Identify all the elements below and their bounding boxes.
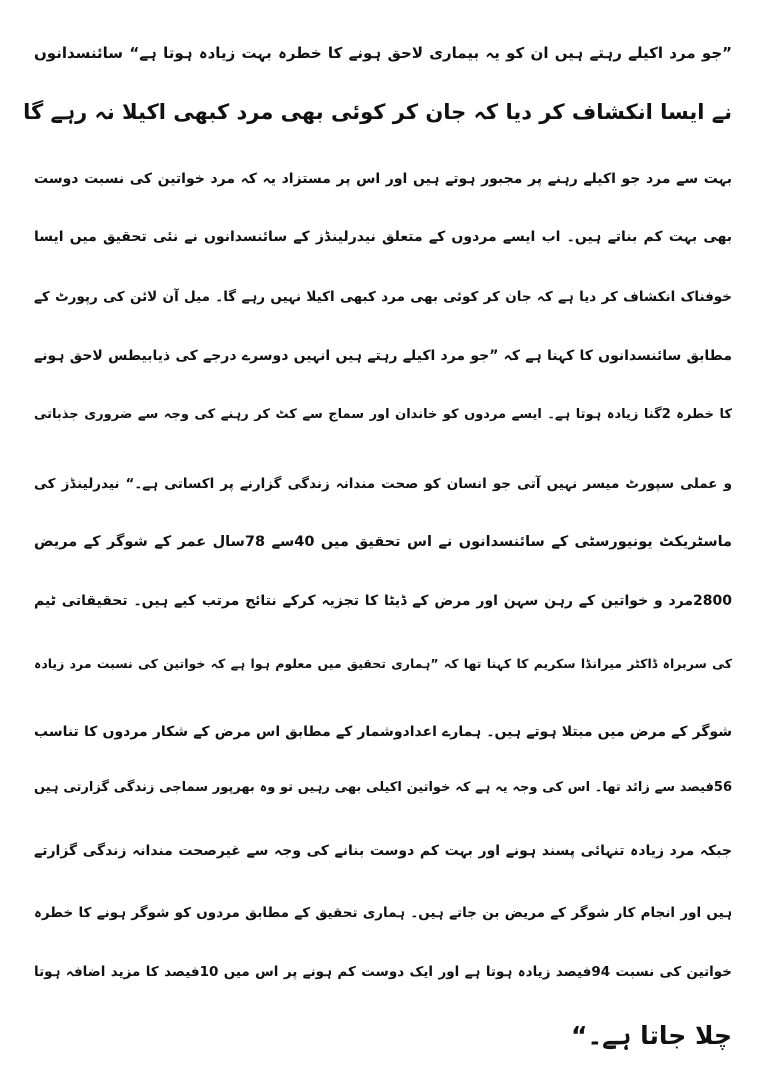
body-line: مطابق سائنسدانوں کا کہنا ہے کہ ”جو مرد اکیلے رہتے ہیں انہیں دوسرے درجے کی ذیابیطس لاحق ہونے — [34, 348, 732, 364]
body-line: ماسٹریکٹ یونیورسٹی کے سائنسدانوں نے اس تحقیق میں 40سے 78سال عمر کے شوگر کے مریض — [34, 534, 732, 550]
body-line: 2800مرد و خواتین کے رہن سہن اور مرض کے ڈیٹا کا تجزیہ کرکے نتائج مرتب کیے ہیں۔ تحقیقاتی ٹیم — [34, 593, 732, 609]
intro-line: نے ایسا انکشاف کر دیا کہ جان کر کوئی بھی مرد کبھی اکیلا نہ رہے گا — [23, 100, 732, 124]
body-line: کا خطرہ 2گنا زیادہ ہوتا ہے۔ ایسے مردوں کو خاندان اور سماج سے کٹ کر رہنے کی وجہ سے ضروری جذباتی — [34, 407, 732, 422]
body-line: کی سربراہ ڈاکٹر میرانڈا سکریم کا کہنا تھا کہ ”ہماری تحقیق میں معلوم ہوا ہے کہ خواتین کی نسبت مرد زیادہ — [34, 656, 732, 671]
body-line: و عملی سپورٹ میسر نہیں آتی جو انسان کو صحت مندانہ زندگی گزارنے پر اکساتی ہے۔“ نیدرلینڈز کی — [34, 476, 732, 492]
body-line: ہیں اور انجام کار شوگر کے مریض بن جاتے ہیں۔ ہماری تحقیق کے مطابق مردوں کو شوگر ہونے کا خطرہ — [34, 905, 732, 921]
body-line: بہت سے مرد جو اکیلے رہنے پر مجبور ہوتے ہیں اور اس پر مستزاد یہ کہ مرد خواتین کی نسبت دوست — [34, 171, 732, 187]
body-line: خواتین کی نسبت 94فیصد زیادہ ہوتا ہے اور ایک دوست کم ہونے پر اس میں 10فیصد کا مزید اضافہ ہوتا — [34, 964, 732, 980]
body-line: بھی بہت کم بناتے ہیں۔ اب ایسے مردوں کے متعلق نیدرلینڈز کے سائنسدانوں نے نئی تحقیق میں ایسا — [34, 229, 732, 245]
body-line: جبکہ مرد زیادہ تنہائی پسند ہونے اور بہت کم دوست بنانے کی وجہ سے غیرصحت مندانہ زندگی گزارتے — [34, 843, 732, 859]
intro-line: ”جو مرد اکیلے رہتے ہیں ان کو یہ بیماری لاحق ہونے کا خطرہ بہت زیادہ ہوتا ہے“ سائنسدانوں — [34, 44, 732, 62]
body-line: 56فیصد سے زائد تھا۔ اس کی وجہ یہ ہے کہ خواتین اکیلی بھی رہیں تو وہ بھرپور سماجی زندگی گزارتی ہیں — [34, 780, 732, 795]
body-line: شوگر کے مرض میں مبتلا ہوتے ہیں۔ ہمارے اعدادوشمار کے مطابق اس مرض کے شکار مردوں کا تناسب — [34, 724, 732, 740]
body-line: خوفناک انکشاف کر دیا ہے کہ جان کر کوئی بھی مرد کبھی اکیلا نہیں رہے گا۔ میل آن لائن کی رپورٹ کے — [34, 289, 732, 305]
body-line: چلا جاتا ہے۔“ — [571, 1021, 732, 1050]
